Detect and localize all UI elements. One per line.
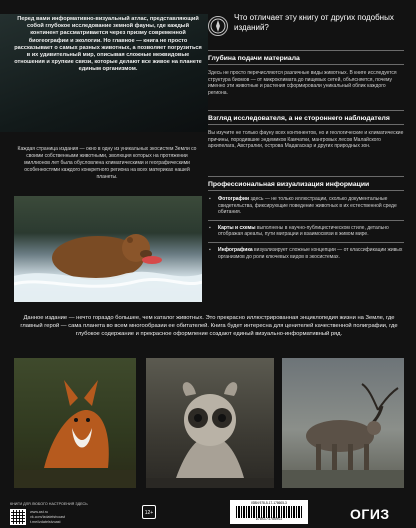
separator — [208, 220, 404, 221]
bullet-photos — [208, 196, 404, 216]
site-row — [10, 509, 96, 525]
section-title-visualization: Профессиональная визуализация информации — [208, 181, 370, 188]
section-title-researcher: Взгляд исследователя, а не стороннего наблюдателя — [208, 115, 390, 122]
isbn-text: ISBN 978-5-17-178605-3 — [251, 501, 287, 505]
bullet-photos-text: здесь — не только иллюстрации, сколько документальные свидетельства, фиксирующие поведение животных в их естественной среде обитания. — [218, 196, 397, 216]
publisher-links — [10, 502, 96, 525]
reindeer-photo — [282, 358, 404, 488]
summary-text: Данное издание — нечто гораздо большее, чем каталог животных. Это прекрасно иллюстрированная энциклопедия жизни на Земле, где главный герой — сама планета во всем многообразии ее обитателей. Книга будет интересна для ценителей качественной полиграфии, где глубокое содержание и прекрасное оформление создают единый визуально-информативный ряд. — [20, 315, 398, 337]
compass-icon — [209, 17, 227, 35]
barcode-number: 9785171786053 — [255, 518, 283, 522]
bear-photo — [14, 196, 202, 302]
barcode — [230, 500, 308, 524]
badge-icon — [208, 16, 228, 36]
age-rating-badge: 12+ — [142, 505, 156, 519]
intro-text: Перед вами информативно-визуальный атлас, представляющий собой глубокое исследование земной фауны, где каждый континент рассматривается через призму современной биогеографии и экологии. Но главное — книга не просто рассказывает о самых разных животных, а позволяет погрузиться в их удивительный мир, описывая сложные межвидовые отношения и хрупкие связи, которые делают все живое на планете единым организмом. — [14, 16, 202, 73]
section-title-depth: Глубина подачи материала — [208, 55, 300, 62]
bullet-maps — [208, 225, 404, 238]
fox-photo — [14, 358, 136, 488]
ogiz-logo-text: ОГИЗ — [350, 506, 390, 522]
reindeer-illustration — [282, 358, 404, 488]
bullet-maps-text: выполнены в научно-публицистическом стиле, детально отображая ареалы, пути миграции и взаимосвязи в живом мире. — [218, 224, 389, 238]
badge-title: Что отличает эту книгу от других подобных изданий? — [234, 13, 394, 32]
separator — [208, 176, 404, 177]
galago-photo — [146, 358, 274, 488]
ogiz-logo — [350, 506, 406, 522]
vk-url[interactable]: vk.com/izdatelstvoast — [30, 514, 66, 519]
separator — [208, 242, 404, 243]
section-text-depth: Здесь не просто перечисляются различные виды животных. В книге исследуется структура биомов — от микроклимата до пищевых сетей, объясняется, почему именно эти животные и растения сформировали уникальный облик каждого региона. — [208, 70, 397, 96]
series-text: КНИГИ ДЛЯ ЛЮБОГО НАСТРОЕНИЯ ЗДЕСЬ — [10, 502, 88, 506]
site-url[interactable]: www.ast.ru — [30, 509, 49, 514]
separator — [208, 64, 404, 65]
bullet-infographics-text: визуализирует сложные концепции — от классификации живых организмов до роли ключевых видов в экосистемах. — [218, 246, 403, 260]
separator — [208, 50, 404, 51]
visualization-bullets — [208, 196, 404, 260]
qr-code-icon — [10, 509, 26, 525]
separator — [208, 110, 404, 111]
bullet-infographics-bold: Инфографика — [218, 246, 253, 253]
bullet-maps-bold: Карты и схемы — [218, 224, 256, 231]
bear-illustration — [14, 196, 202, 302]
tg-url[interactable]: t.me/izdatelstvoast — [30, 519, 61, 524]
galago-illustration — [146, 358, 274, 488]
section-text-researcher: Вы изучите не только фауну всех континентов, но и геологические и климатические причины, породившие эндемиков Камчатки, мангровых лесов Малайского архипелага, Австралии, острова Мадагаскар и других природных зон. — [208, 130, 404, 150]
bullet-photos-bold: Фотографии — [218, 196, 250, 202]
fox-illustration — [14, 358, 136, 488]
separator — [208, 190, 404, 191]
separator — [208, 124, 404, 125]
ecosystem-text: Каждая страница издания — окно в одну из уникальных экосистем Земли со своими собственными животными, эволюция которых на протяжении миллионов лет была обусловлена климатическими и географическими особенностями каждого конкретного региона на всех материках нашей планеты. — [17, 146, 197, 180]
barcode-lines — [236, 506, 302, 518]
bullet-infographics — [208, 247, 404, 260]
